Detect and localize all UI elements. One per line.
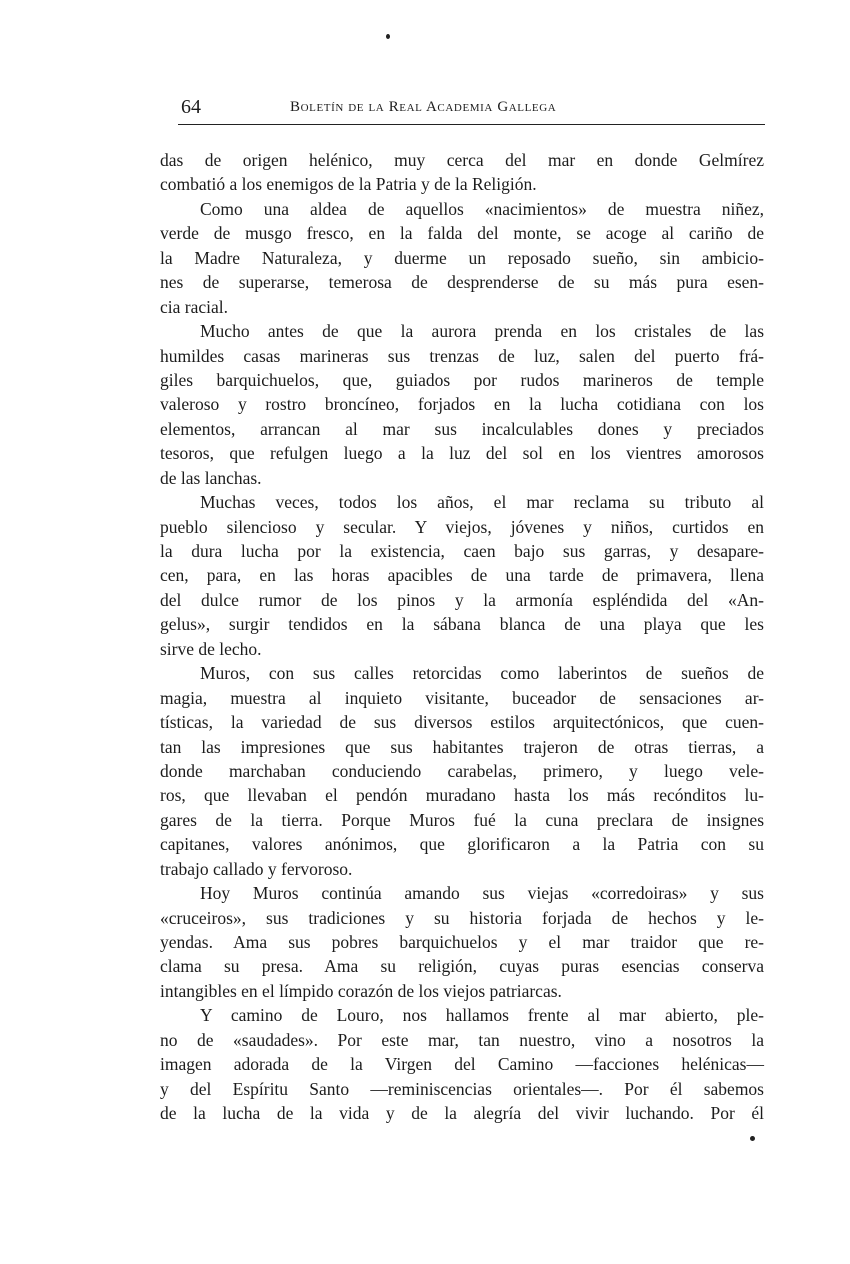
- text-line: nes de superarse, temerosa de desprenderse de su más pura esen-: [160, 272, 764, 293]
- body-text: [160, 148, 764, 1126]
- text-line: cia racial.: [160, 296, 229, 317]
- text-line: Como una aldea de aquellos «nacimientos» de muestra niñez,: [200, 198, 764, 219]
- text-line: la Madre Naturaleza, y duerme un reposado sueño, sin ambicio-: [160, 247, 764, 268]
- text-line: donde marchaban conduciendo carabelas, primero, y luego vele-: [160, 760, 764, 781]
- text-line: sirve de lecho.: [160, 638, 262, 659]
- text-line: Mucho antes de que la aurora prenda en los cristales de las: [200, 321, 764, 342]
- text-line: gelus», surgir tendidos en la sábana blanca de una playa que les: [160, 614, 764, 635]
- text-line: y del Espíritu Santo —reminiscencias orientales—. Por él sabemos: [160, 1078, 764, 1099]
- text-line: combatió a los enemigos de la Patria y de la Religión.: [160, 174, 537, 195]
- text-line: Y camino de Louro, nos hallamos frente al mar abierto, ple-: [200, 1005, 764, 1026]
- text-line: humildes casas marineras sus trenzas de luz, salen del puerto frá-: [160, 345, 764, 366]
- text-line: verde de musgo fresco, en la falda del monte, se acoge al cariño de: [160, 223, 764, 244]
- text-line: trabajo callado y fervoroso.: [160, 858, 353, 879]
- text-line: pueblo silencioso y secular. Y viejos, jóvenes y niños, curtidos en: [160, 516, 764, 537]
- text-line: la dura lucha por la existencia, caen bajo sus garras, y desapare-: [160, 541, 764, 561]
- text-line: elementos, arrancan al mar sus incalculables dones y preciados: [160, 418, 764, 439]
- text-line: «cruceiros», sus tradiciones y su historia forjada de hechos y le-: [160, 907, 764, 928]
- page-number: 64: [181, 96, 201, 118]
- text-line: Muchas veces, todos los años, el mar reclama su tributo al: [200, 492, 764, 513]
- text-line: gares de la tierra. Porque Muros fué la cuna preclara de insignes: [160, 809, 764, 830]
- text-line: no de «saudades». Por este mar, tan nuestro, vino a nosotros la: [160, 1029, 764, 1050]
- text-line: das de origen helénico, muy cerca del mar en donde Gelmírez: [160, 150, 764, 170]
- running-title: Boletín de la Real Academia Gallega: [290, 99, 557, 115]
- text-line: magia, muestra al inquieto visitante, buceador de sensaciones ar-: [160, 687, 764, 708]
- text-line: imagen adorada de la Virgen del Camino —facciones helénicas—: [160, 1054, 764, 1075]
- print-speck: [386, 34, 390, 39]
- text-line: capitanes, valores anónimos, que glorificaron a la Patria con su: [160, 834, 764, 855]
- text-line: tan las impresiones que sus habitantes trajeron de otras tierras, a: [160, 736, 764, 757]
- text-line: tesoros, que refulgen luego a la luz del sol en los vientres amorosos: [160, 443, 764, 464]
- text-line: intangibles en el límpido corazón de los viejos patriarcas.: [160, 980, 562, 1001]
- print-speck: [750, 1136, 755, 1141]
- text-line: ros, que llevaban el pendón muradano hasta los más recónditos lu-: [160, 785, 764, 806]
- text-line: yendas. Ama sus pobres barquichuelos y el mar traidor que re-: [160, 932, 764, 952]
- text-line: Muros, con sus calles retorcidas como laberintos de sueños de: [200, 663, 764, 684]
- text-line: Hoy Muros continúa amando sus viejas «corredoiras» y sus: [200, 883, 764, 904]
- text-line: cen, para, en las horas apacibles de una tarde de primavera, llena: [160, 565, 764, 586]
- text-line: clama su presa. Ama su religión, cuyas puras esencias conserva: [160, 956, 764, 977]
- text-line: del dulce rumor de los pinos y la armonía espléndida del «An-: [160, 589, 764, 610]
- text-line: giles barquichuelos, que, guiados por rudos marineros de temple: [160, 369, 764, 390]
- text-line: valeroso y rostro broncíneo, forjados en la lucha cotidiana con los: [160, 394, 764, 415]
- text-line: de la lucha de la vida y de la alegría del vivir luchando. Por él: [160, 1103, 764, 1124]
- text-line: tísticas, la variedad de sus diversos estilos arquitectónicos, que cuen-: [160, 712, 764, 733]
- page-header: [178, 96, 765, 125]
- text-line: de las lanchas.: [160, 467, 262, 488]
